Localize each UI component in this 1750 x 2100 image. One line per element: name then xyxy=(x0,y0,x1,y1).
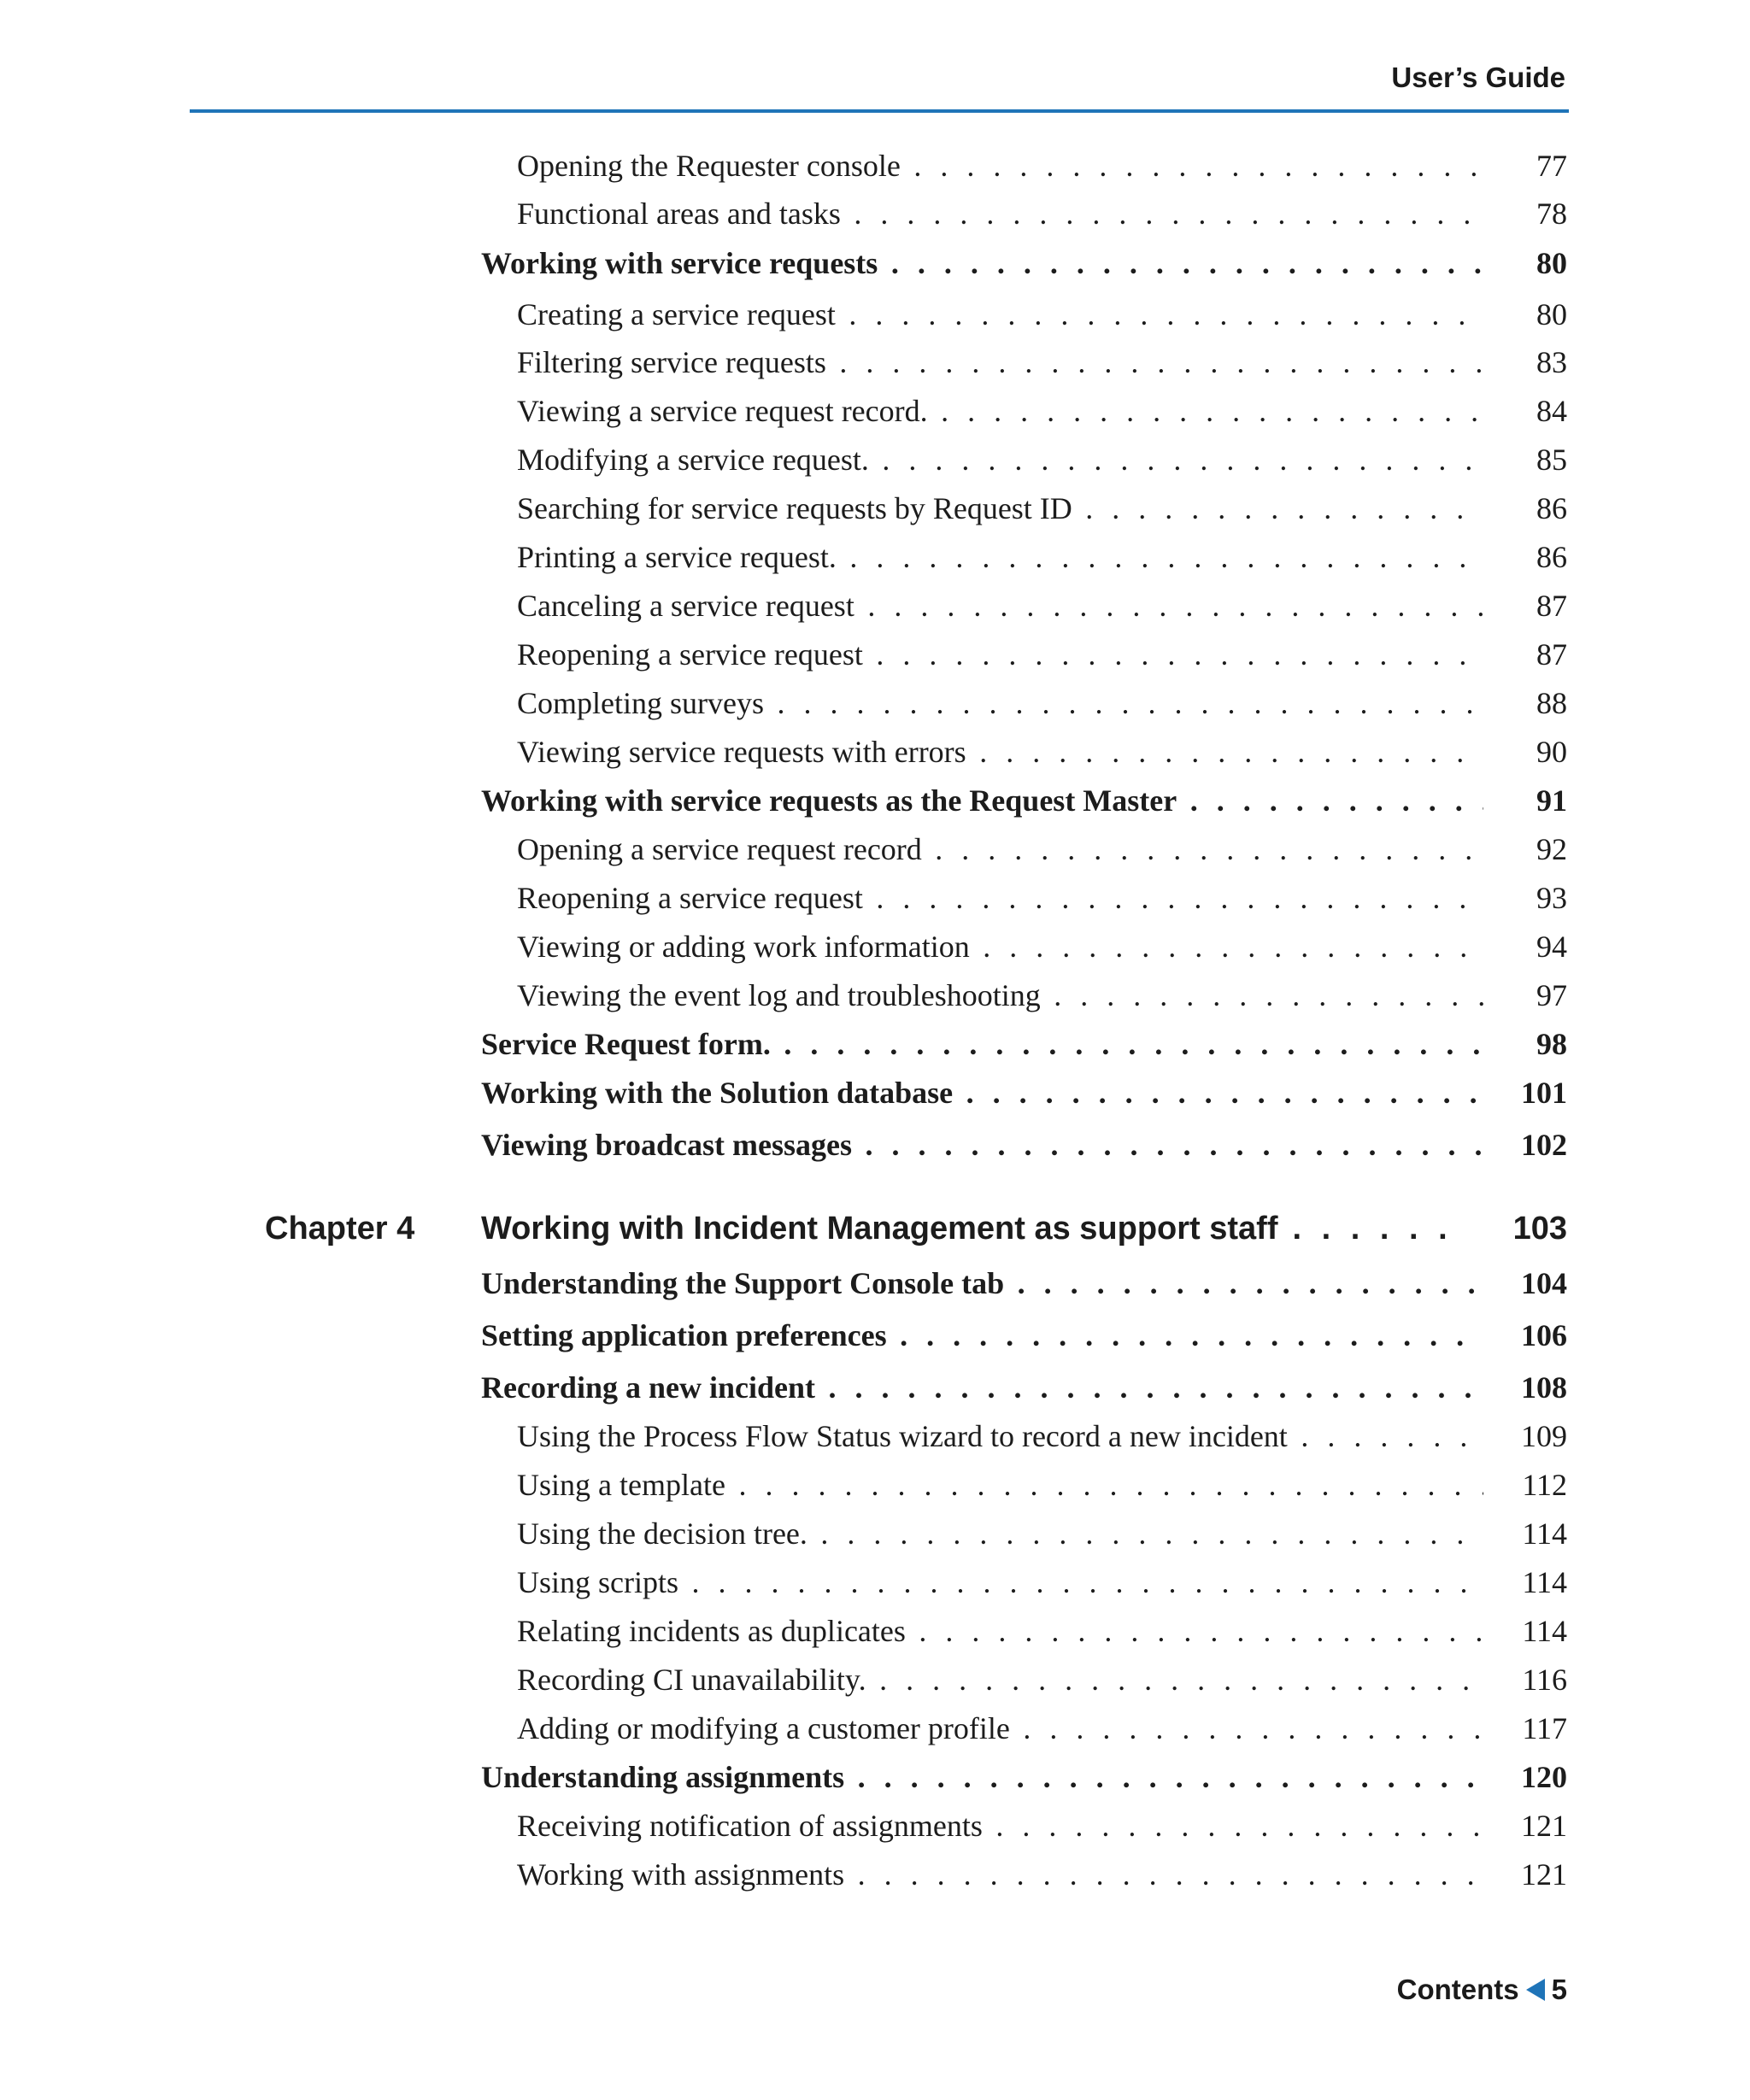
toc-subsection-entry[interactable] xyxy=(0,1607,1750,1655)
toc-entry-page: 114 xyxy=(1483,1510,1567,1557)
toc-entry-page: 108 xyxy=(1483,1364,1567,1411)
toc-subsection-entry[interactable] xyxy=(0,1461,1750,1509)
toc-entry-title[interactable]: Canceling a service request . . . xyxy=(517,582,1485,630)
toc-section-entry[interactable] xyxy=(0,1364,1750,1411)
toc-entry-title[interactable]: Opening the Requester console . . . xyxy=(517,142,1485,190)
toc-subsection-entry[interactable] xyxy=(0,387,1750,435)
toc-entry-title[interactable]: Service Request form. . . . xyxy=(481,1020,1485,1068)
toc-entry-page: 104 xyxy=(1483,1259,1567,1307)
toc-entry-page: 114 xyxy=(1483,1607,1567,1655)
toc-entry-page: 86 xyxy=(1483,533,1567,581)
toc-subsection-entry[interactable] xyxy=(0,436,1750,484)
toc-entry-title[interactable]: Working with assignments . . . xyxy=(517,1851,1485,1898)
toc-entry-title[interactable]: Viewing a service request record. . . . xyxy=(517,387,1485,435)
running-header-title: User’s Guide xyxy=(1391,62,1565,93)
toc-entry-page: 101 xyxy=(1483,1069,1567,1117)
toc-subsection-entry[interactable] xyxy=(0,679,1750,727)
toc-subsection-entry[interactable] xyxy=(0,1412,1750,1460)
toc-entry-title[interactable]: Using the Process Flow Status wizard to record a new incident . . . xyxy=(517,1412,1485,1460)
toc-entry-title[interactable]: Using the decision tree. . . . xyxy=(517,1510,1485,1557)
toc-entry-title[interactable]: Setting application preferences . . . xyxy=(481,1311,1485,1359)
toc-entry-page: 83 xyxy=(1483,338,1567,386)
toc-subsection-entry[interactable] xyxy=(0,290,1750,338)
toc-entry-page: 77 xyxy=(1483,142,1567,190)
toc-entry-title[interactable]: Opening a service request record . . . xyxy=(517,825,1485,873)
toc-entry-page: 87 xyxy=(1483,631,1567,678)
toc-entry-page: 121 xyxy=(1483,1851,1567,1898)
toc-entry-title[interactable]: Viewing the event log and troubleshooting . . . xyxy=(517,971,1485,1019)
page-number: 5 xyxy=(1551,1974,1567,2005)
toc-entry-title[interactable]: Searching for service requests by Request ID . . . xyxy=(517,484,1485,532)
toc-subsection-entry[interactable] xyxy=(0,190,1750,238)
toc-entry-page: 117 xyxy=(1483,1704,1567,1752)
toc-entry-page: 116 xyxy=(1483,1656,1567,1704)
toc-entry-page: 114 xyxy=(1483,1558,1567,1606)
toc-subsection-entry[interactable] xyxy=(0,484,1750,532)
toc-subsection-entry[interactable] xyxy=(0,1704,1750,1752)
toc-entry-page: 98 xyxy=(1483,1020,1567,1068)
toc-section-entry[interactable] xyxy=(0,1069,1750,1117)
toc-section-entry[interactable] xyxy=(0,1020,1750,1068)
toc-entry-page: 97 xyxy=(1483,971,1567,1019)
toc-subsection-entry[interactable] xyxy=(0,631,1750,678)
toc-entry-title[interactable]: Recording a new incident . . . xyxy=(481,1364,1485,1411)
toc-entry-title[interactable]: Working with service requests . . . xyxy=(481,239,1485,287)
toc-entry-title[interactable]: Working with Incident Management as support staff . . . xyxy=(481,1201,1468,1256)
toc-entry-title[interactable]: Functional areas and tasks . . . xyxy=(517,190,1485,238)
toc-entry-page: 84 xyxy=(1483,387,1567,435)
header-rule xyxy=(190,109,1569,113)
toc-entry-page: 106 xyxy=(1483,1311,1567,1359)
toc-entry-page: 102 xyxy=(1483,1121,1567,1169)
toc-entry-title[interactable]: Working with service requests as the Request Master . . . xyxy=(481,777,1485,824)
toc-subsection-entry[interactable] xyxy=(0,874,1750,922)
toc-subsection-entry[interactable] xyxy=(0,971,1750,1019)
toc-entry-page: 88 xyxy=(1483,679,1567,727)
toc-entry-title[interactable]: Reopening a service request . . . xyxy=(517,874,1485,922)
toc-entry-page: 78 xyxy=(1483,190,1567,238)
toc-entry-title[interactable]: Receiving notification of assignments . . . xyxy=(517,1802,1485,1850)
toc-entry-page: 85 xyxy=(1483,436,1567,484)
toc-entry-title[interactable]: Viewing broadcast messages . . . xyxy=(481,1121,1485,1169)
toc-subsection-entry[interactable] xyxy=(0,1656,1750,1704)
page-footer xyxy=(1397,1974,1567,2006)
toc-entry-title[interactable]: Using a template . . . xyxy=(517,1461,1485,1509)
toc-entry-title[interactable]: Completing surveys . . . xyxy=(517,679,1485,727)
toc-entry-title[interactable]: Relating incidents as duplicates . . . xyxy=(517,1607,1485,1655)
toc-section-entry[interactable] xyxy=(0,1311,1750,1359)
toc-section-entry[interactable] xyxy=(0,777,1750,824)
toc-chapter-entry[interactable] xyxy=(0,1201,1750,1256)
toc-subsection-entry[interactable] xyxy=(0,1851,1750,1898)
toc-entry-page: 80 xyxy=(1483,290,1567,338)
toc-entry-page: 121 xyxy=(1483,1802,1567,1850)
toc-entry-title[interactable]: Reopening a service request . . . xyxy=(517,631,1485,678)
toc-entry-page: 103 xyxy=(1466,1201,1567,1256)
toc-entry-title[interactable]: Using scripts . . . xyxy=(517,1558,1485,1606)
toc-entry-title[interactable]: Viewing or adding work information . . . xyxy=(517,923,1485,971)
toc-subsection-entry[interactable] xyxy=(0,142,1750,190)
toc-entry-title[interactable]: Printing a service request. . . . xyxy=(517,533,1485,581)
toc-entry-title[interactable]: Working with the Solution database . . . xyxy=(481,1069,1485,1117)
footer-label: Contents xyxy=(1396,1974,1519,2005)
toc-subsection-entry[interactable] xyxy=(0,582,1750,630)
toc-entry-page: 109 xyxy=(1483,1412,1567,1460)
toc-subsection-entry[interactable] xyxy=(0,1558,1750,1606)
toc-entry-page: 87 xyxy=(1483,582,1567,630)
chapter-number: Chapter 4 xyxy=(265,1211,415,1247)
toc-entry-page: 112 xyxy=(1483,1461,1567,1509)
toc-subsection-entry[interactable] xyxy=(0,1802,1750,1850)
toc-entry-title[interactable]: Understanding the Support Console tab . . . xyxy=(481,1259,1485,1307)
toc-section-entry[interactable] xyxy=(0,1121,1750,1169)
toc-entry-page: 92 xyxy=(1483,825,1567,873)
left-triangle-icon[interactable] xyxy=(1526,1979,1545,2001)
toc-subsection-entry[interactable] xyxy=(0,728,1750,776)
toc-entry-page: 93 xyxy=(1483,874,1567,922)
toc-subsection-entry[interactable] xyxy=(0,923,1750,971)
toc-subsection-entry[interactable] xyxy=(0,338,1750,386)
toc-entry-title[interactable]: Adding or modifying a customer profile . . . xyxy=(517,1704,1485,1752)
toc-entry-title[interactable]: Viewing service requests with errors . . . xyxy=(517,728,1485,776)
toc-entry-title[interactable]: Modifying a service request. . . . xyxy=(517,436,1485,484)
toc-section-entry[interactable] xyxy=(0,1753,1750,1801)
toc-entry-page: 94 xyxy=(1483,923,1567,971)
toc-entry-title[interactable]: Recording CI unavailability. . . . xyxy=(517,1656,1485,1704)
toc-entry-title[interactable]: Filtering service requests . . . xyxy=(517,338,1485,386)
toc-subsection-entry[interactable] xyxy=(0,825,1750,873)
toc-entry-page: 120 xyxy=(1483,1753,1567,1801)
toc-entry-page: 91 xyxy=(1483,777,1567,824)
toc-entry-page: 80 xyxy=(1483,239,1567,287)
toc-section-entry[interactable] xyxy=(0,239,1750,287)
toc-entry-title[interactable]: Creating a service request . . . xyxy=(517,290,1485,338)
toc-entry-title[interactable]: Understanding assignments . . . xyxy=(481,1753,1485,1801)
toc-subsection-entry[interactable] xyxy=(0,1510,1750,1557)
toc-section-entry[interactable] xyxy=(0,1259,1750,1307)
toc-subsection-entry[interactable] xyxy=(0,533,1750,581)
toc-entry-page: 86 xyxy=(1483,484,1567,532)
toc-entry-page: 90 xyxy=(1483,728,1567,776)
